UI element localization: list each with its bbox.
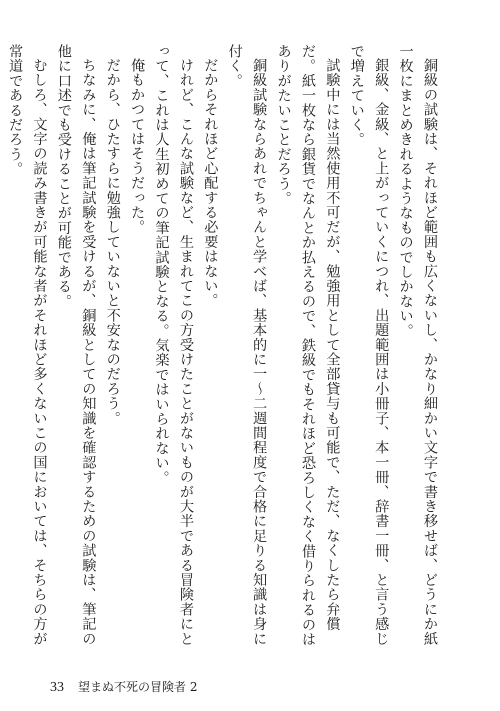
running-title: 望まぬ不死の冒険者 2	[78, 680, 198, 694]
page-number: 33	[50, 680, 64, 695]
paragraph: 俺もかつてはそうだった。	[129, 58, 146, 235]
paragraph: だから、ひたすらに勉強していないと不安なのだろう。	[104, 58, 121, 426]
paragraph: 銅級試験ならあれでちゃんと学べば、基本的に一～二週間程度で合格に足りる知識は身に付く。	[226, 44, 268, 647]
paragraph: けれど、こんな試験など、生まれてこの方受けたことがないものが大半である冒険者にとって、これは人生初めての筆記試験となる。気楽ではいられない。	[153, 44, 194, 647]
paragraph: 銅級の試験は、それほど範囲も広くないし、かなり細かい文字で書き移せば、どうにか紙一枚にまとめきれるようなものでしかない。	[397, 44, 438, 647]
paragraph: 試験中には当然使用不可だが、勉強用として全部貸与も可能で、ただ、なくしたら弁償だ。紙一枚なら銀貨でなんとか払えるので、鉄級でもそれほど恐ろしくなく借りられるのはありがたいことだろう。	[275, 44, 341, 647]
paragraph: むしろ、文字の読み書きが可能な者がそれほど多くないこの国においては、そちらの方が常道であるだろう。	[7, 44, 48, 647]
paragraph: ちなみに、俺は筆記試験を受けるが、銅級としての知識を確認するための試験は、筆記の他に口述でも受けることが可能である。	[55, 44, 97, 647]
body-text	[0, 44, 442, 650]
paragraph	[0, 44, 3, 650]
paragraph: 銀級、金級、と上がっていくにつれ、出題範囲は小冊子、本一冊、辞書一冊、と言う感じで増えていく。	[348, 44, 390, 647]
paragraph: だからそれほど心配する必要はない。	[202, 58, 219, 309]
page-footer	[50, 678, 197, 696]
